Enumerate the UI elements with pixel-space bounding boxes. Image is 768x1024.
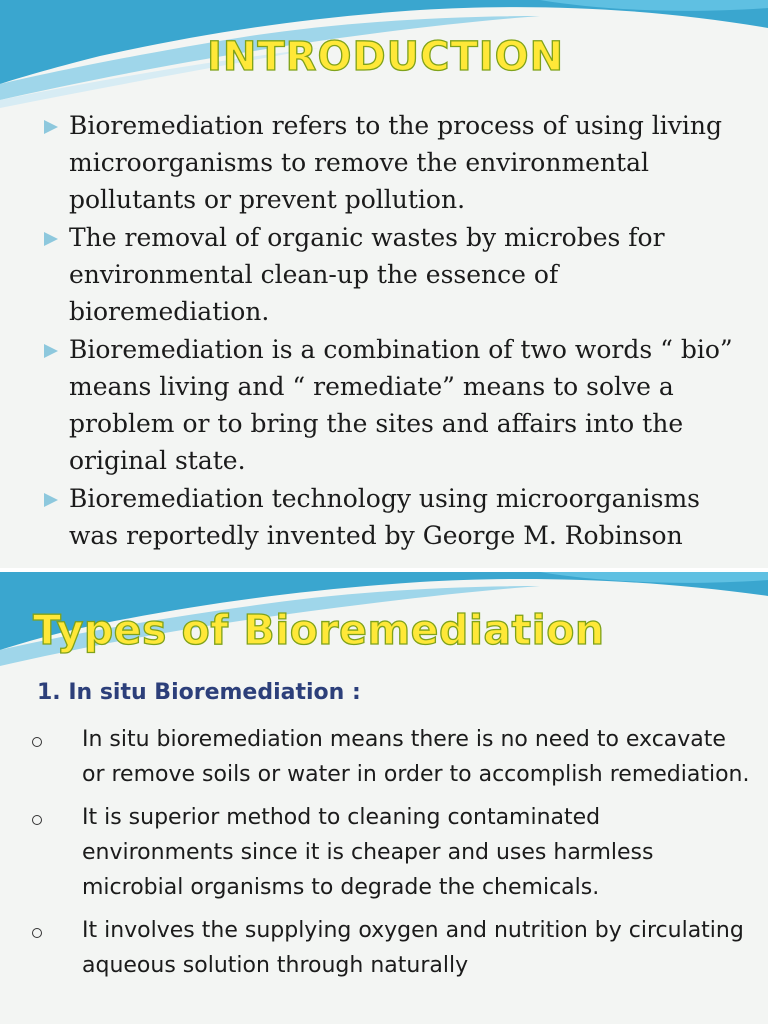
intro-bullet-list	[42, 107, 742, 555]
section-heading: 1. In situ Bioremediation :	[37, 680, 361, 705]
arrow-bullet-icon	[44, 493, 58, 507]
arrow-bullet-icon	[44, 232, 58, 246]
list-item: Bioremediation refers to the process of using living microorganisms to remove the environmental pollutants or prevent pollution.	[42, 107, 742, 218]
circle-bullet-icon	[32, 815, 42, 825]
circle-bullet-icon	[32, 737, 42, 747]
arrow-bullet-icon	[44, 344, 58, 358]
arrow-bullet-icon	[44, 120, 58, 134]
list-item: It is superior method to cleaning contaminated environments since it is cheaper and uses harmless microbial organisms to degrade the chemicals.	[30, 800, 750, 905]
types-bullet-list	[30, 722, 750, 991]
list-item: Bioremediation technology using microorganisms was reportedly invented by George M. Robinson	[42, 480, 742, 554]
list-item: The removal of organic wastes by microbes for environmental clean-up the essence of bioremediation.	[42, 219, 742, 330]
list-item: It involves the supplying oxygen and nutrition by circulating aqueous solution through naturally	[30, 913, 750, 983]
slide-title: INTRODUCTION	[207, 34, 565, 80]
list-item: In situ bioremediation means there is no need to excavate or remove soils or water in order to accomplish remediation.	[30, 722, 750, 792]
slide-types	[0, 572, 768, 1024]
circle-bullet-icon	[32, 928, 42, 938]
list-item: Bioremediation is a combination of two words “ bio” means living and “ remediate” means to solve a problem or to bring the sites and affairs into the original state.	[42, 331, 742, 479]
slide-title: Types of Bioremediation	[33, 606, 605, 654]
